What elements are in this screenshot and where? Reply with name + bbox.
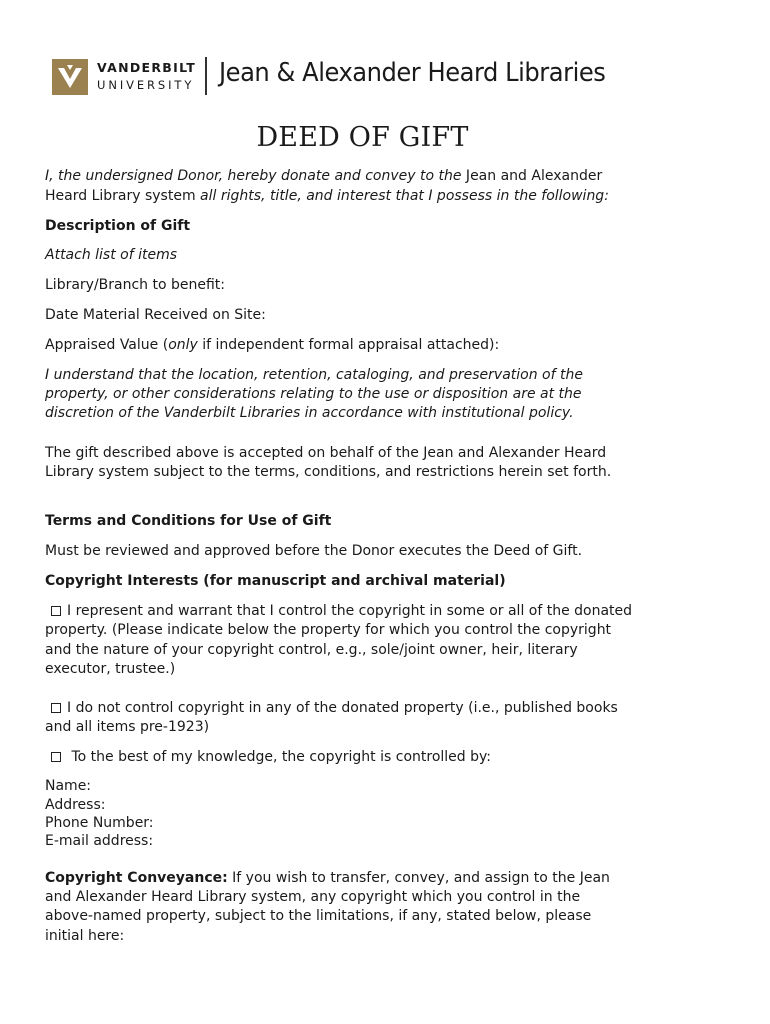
email-field: E-mail address: bbox=[45, 833, 154, 849]
copyright-option-1: I represent and warrant that I control the copyright in some or all of the donated bbox=[45, 602, 632, 622]
address-field: Address: bbox=[45, 797, 106, 813]
accepted-line-2: Library system subject to the terms, conditions, and restrictions herein set forth. bbox=[45, 464, 612, 480]
copyright-option-2: I do not control copyright in any of the donated property (i.e., published books bbox=[45, 699, 618, 719]
phone-field: Phone Number: bbox=[45, 815, 154, 831]
terms-heading: Terms and Conditions for Use of Gift bbox=[45, 513, 332, 529]
conveyance-line-4: initial here: bbox=[45, 928, 125, 944]
document-title: DEED OF GIFT bbox=[256, 122, 469, 153]
understand-line-3: discretion of the Vanderbilt Libraries in accordance with institutional policy. bbox=[45, 405, 574, 421]
copyright-option-1-line-3: and the nature of your copyright control, e.g., sole/joint owner, heir, literary bbox=[45, 642, 578, 658]
copyright-option-3: To the best of my knowledge, the copyright is controlled by: bbox=[45, 748, 491, 768]
option-3-checkbox[interactable] bbox=[51, 752, 61, 762]
logo-divider bbox=[205, 57, 207, 95]
understand-line-2: property, or other considerations relating to the use or disposition are at the bbox=[45, 386, 582, 402]
copyright-option-2-line-2: and all items pre-1923) bbox=[45, 719, 210, 735]
attach-list-text: Attach list of items bbox=[45, 247, 178, 263]
conveyance-line-3: above-named property, subject to the limitations, if any, stated below, please bbox=[45, 908, 592, 924]
library-branch-field: Library/Branch to benefit: bbox=[45, 277, 226, 293]
accepted-line-1: The gift described above is accepted on behalf of the Jean and Alexander Heard bbox=[45, 445, 607, 461]
conveyance-line-1: Copyright Conveyance: If you wish to transfer, convey, and assign to the Jean bbox=[45, 870, 610, 886]
appraised-value-field: Appraised Value (only if independent formal appraisal attached): bbox=[45, 337, 500, 353]
vanderbilt-seal-icon bbox=[52, 59, 88, 95]
university-wordmark bbox=[97, 60, 196, 93]
conveyance-line-2: and Alexander Heard Library system, any copyright which you control in the bbox=[45, 889, 581, 905]
intro-line-2: Heard Library system all rights, title, and interest that I possess in the following: bbox=[45, 188, 609, 204]
copyright-option-1-line-2: property. (Please indicate below the property for which you control the copyright bbox=[45, 622, 612, 638]
description-heading: Description of Gift bbox=[45, 218, 191, 234]
copyright-heading: Copyright Interests (for manuscript and archival material) bbox=[45, 573, 506, 589]
option-2-checkbox[interactable] bbox=[51, 703, 61, 713]
name-field: Name: bbox=[45, 778, 92, 794]
terms-text: Must be reviewed and approved before the Donor executes the Deed of Gift. bbox=[45, 543, 583, 559]
date-received-field: Date Material Received on Site: bbox=[45, 307, 266, 323]
understand-line-1: I understand that the location, retention, cataloging, and preservation of the bbox=[45, 367, 583, 383]
intro-line-1: I, the undersigned Donor, hereby donate and convey to the Jean and Alexander bbox=[45, 168, 603, 184]
university-line2: UNIVERSITY bbox=[97, 78, 195, 92]
university-line1: VANDERBILT bbox=[97, 60, 197, 75]
option-1-checkbox[interactable] bbox=[51, 606, 61, 616]
copyright-option-1-line-4: executor, trustee.) bbox=[45, 661, 176, 677]
library-name: Jean & Alexander Heard Libraries bbox=[219, 58, 606, 88]
